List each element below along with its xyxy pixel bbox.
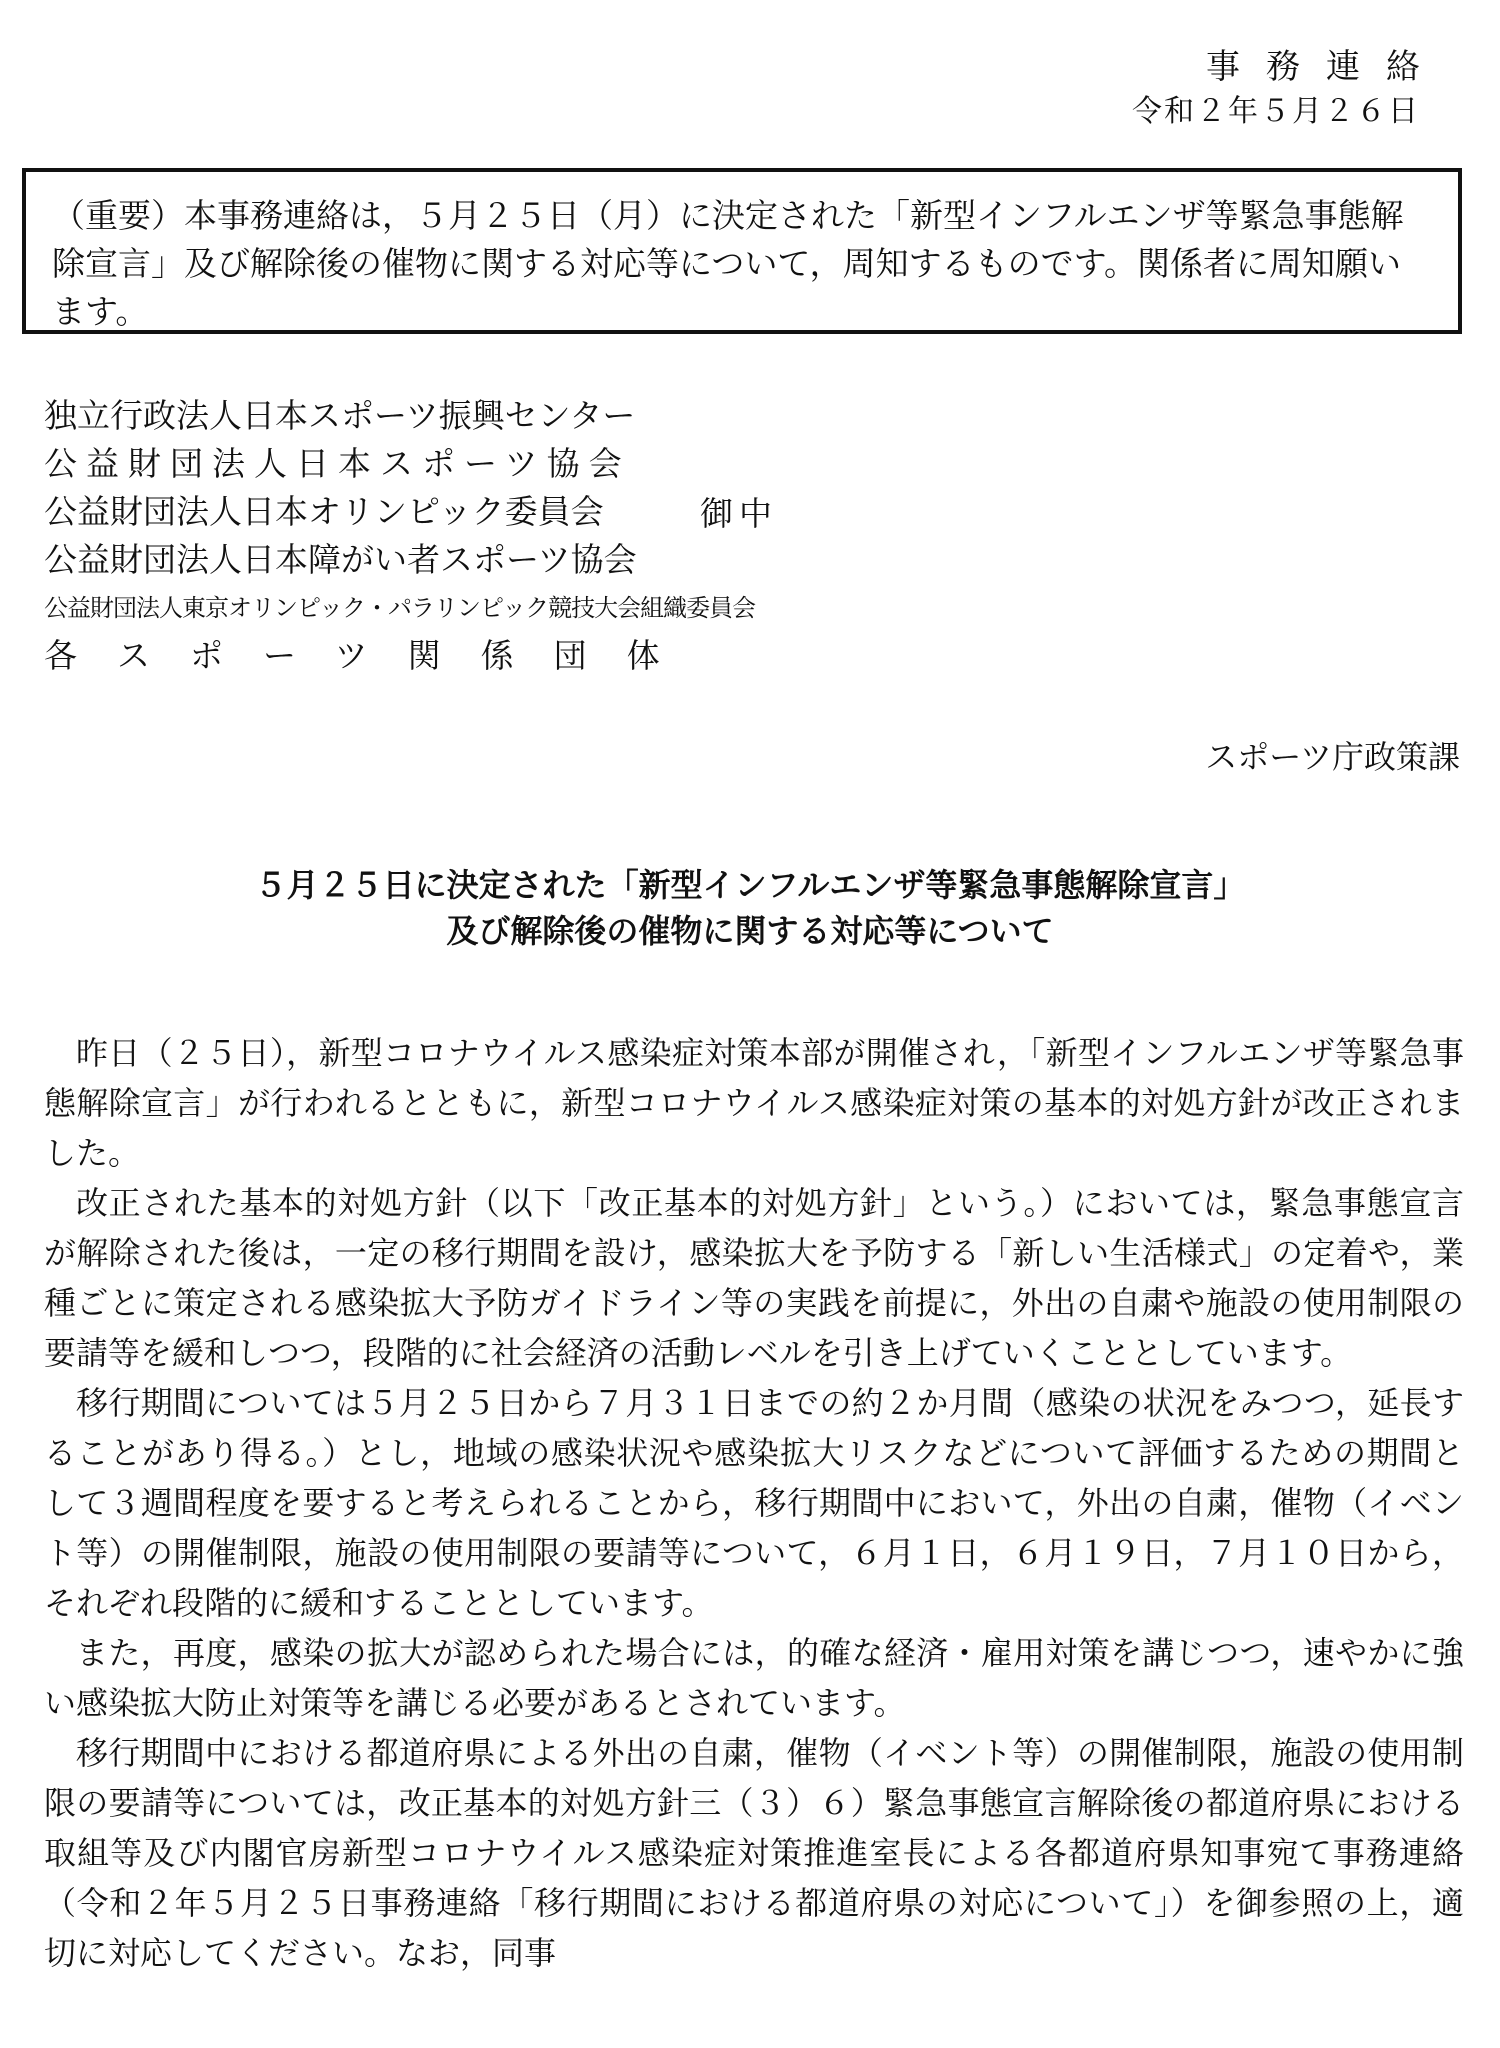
document-body: [44, 1028, 1464, 1978]
document-date: 令和２年５月２６日: [1132, 94, 1420, 129]
document-title: [0, 862, 1500, 954]
addressee-item: 独立行政法人日本スポーツ振興センター: [44, 396, 636, 435]
addressee-item: 公益財団法人日本スポーツ協会: [44, 444, 631, 483]
document-header: [1132, 44, 1446, 134]
body-paragraph: また，再度，感染の拡大が認められた場合には，的確な経済・雇用対策を講じつつ，速やかに強い感染拡大防止対策等を講じる必要があるとされています。: [44, 1634, 1464, 1722]
important-notice-box: （重要）本事務連絡は，５月２５日（月）に決定された「新型インフルエンザ等緊急事態解除宣言」及び解除後の催物に関する対応等について，周知するものです。関係者に周知願います。: [22, 168, 1462, 334]
addressee-item: 公益財団法人東京オリンピック・パラリンピック競技大会組織委員会: [44, 594, 756, 622]
body-paragraph: 昨日（２５日），新型コロナウイルス感染症対策本部が開催され，「新型インフルエンザ等緊急事態解除宣言」が行われるとともに，新型コロナウイルス感染症対策の基本的対処方針が改正されました。: [44, 1034, 1464, 1172]
document-type: 事務連絡: [1206, 47, 1446, 87]
addressee-honorific: 御中: [700, 494, 778, 533]
body-paragraph: 改正された基本的対処方針（以下「改正基本的対処方針」という。）においては，緊急事態宣言が解除された後は，一定の移行期間を設け，感染拡大を予防する「新しい生活様式」の定着や，業種ごとに策定される感染拡大予防ガイドライン等の実践を前提に，外出の自粛や施設の使用制限の要請等を緩和しつつ，段階的に社会経済の活動レベルを引き上げていくこととしています。: [44, 1184, 1464, 1372]
addressee-item: 公益財団法人日本障がい者スポーツ協会: [44, 540, 637, 579]
title-line-2: 及び解除後の催物に関する対応等について: [446, 912, 1054, 950]
addressee-item: 各スポーツ関係団体: [44, 636, 700, 675]
title-line-1: ５月２５日に決定された「新型インフルエンザ等緊急事態解除宣言」: [254, 866, 1246, 904]
sender: スポーツ庁政策課: [1205, 738, 1460, 776]
addressee-item: 公益財団法人日本オリンピック委員会: [44, 492, 604, 531]
body-paragraph: 移行期間中における都道府県による外出の自粛，催物（イベント等）の開催制限，施設の使用制限の要請等については，改正基本的対処方針三（３）６）緊急事態宣言解除後の都道府県における取組等及び内閣官房新型コロナウイルス感染症対策推進室長による各都道府県知事宛て事務連絡（令和２年５月２５日事務連絡「移行期間における都道府県の対応について」）を御参照の上，適切に対応してください。なお，同事: [44, 1734, 1464, 1972]
body-paragraph: 移行期間については５月２５日から７月３１日までの約２か月間（感染の状況をみつつ，延長することがあり得る。）とし，地域の感染状況や感染拡大リスクなどについて評価するための期間として３週間程度を要すると考えられることから，移行期間中において，外出の自粛，催物（イベント等）の開催制限，施設の使用制限の要請等について，６月１日，６月１９日，７月１０日から，それぞれ段階的に緩和することとしています。: [44, 1384, 1464, 1622]
addressee-list: [44, 392, 756, 680]
